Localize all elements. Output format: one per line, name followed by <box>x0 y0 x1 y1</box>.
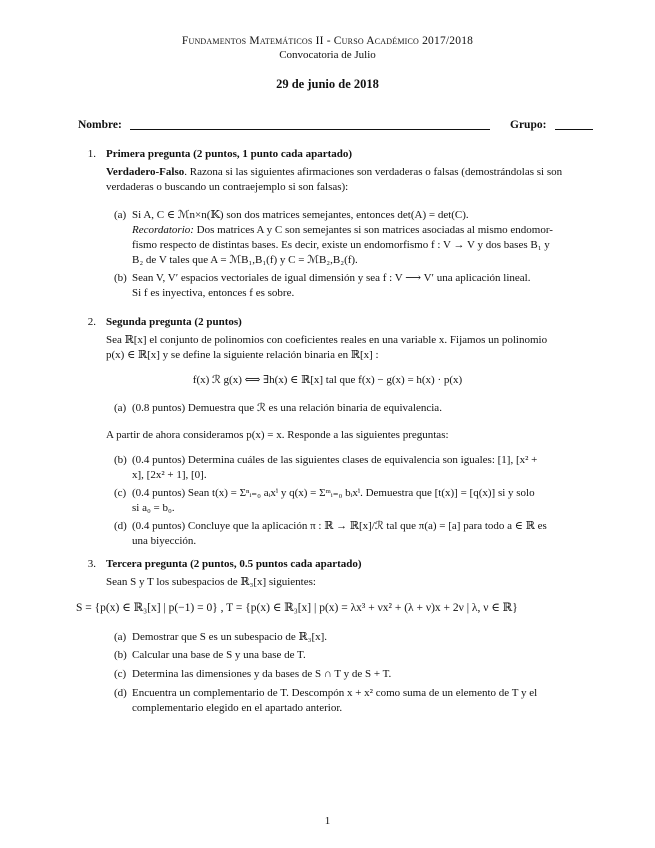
subitem-b-line1: (0.4 puntos) Determina cuáles de las siguientes clases de equivalencia son iguales: [1], [x² + <box>132 454 538 466</box>
subitem-b-line2: x], [2x² + 1], [0]. <box>132 469 207 481</box>
subitem-label: (b) <box>114 649 127 661</box>
subitem-a-line4: B₂ de V tales que A = ℳB₁,B₁(f) y C = ℳB₂,B₂(f). <box>132 254 358 266</box>
subitem-label: (a) <box>114 402 127 414</box>
subitem-c-line2: si a₀ = b₀. <box>132 502 175 514</box>
subitem-label: (d) <box>114 687 127 699</box>
question-title: Tercera pregunta (2 puntos, 0.5 puntos cada apartado) <box>106 558 362 570</box>
subitem-a-line3: fismo respecto de distintas bases. Es decir, existe un endomorfismo f : V → V y dos bases B₁ y <box>132 239 550 251</box>
question-title: Primera pregunta (2 puntos, 1 punto cada apartado) <box>106 148 353 160</box>
exam-header-subtitle: Convocatoria de Julio <box>279 49 376 61</box>
exam-header-title: Fundamentos Matemáticos II - Curso Académico 2017/2018 <box>181 35 474 47</box>
subitem-d-line1: Encuentra un complementario de T. Descompón x + x² como suma de un elemento de T y el <box>132 687 538 699</box>
subitem-d-line2: complementario elegido en el apartado anterior. <box>132 702 343 714</box>
subitem-a-text: Demostrar que S es un subespacio de ℝ₃[x]. <box>132 631 328 643</box>
subitem-a-line1: Si A, C ∈ ℳn×n(𝕂) son dos matrices semejantes, entonces det(A) = det(C). <box>132 209 469 221</box>
question-intro-line1: Sea ℝ[x] el conjunto de polinomios con coeficientes reales en una variable x. Fijamos un polinomio <box>106 334 548 346</box>
page-number: 1 <box>324 815 331 827</box>
question-intro: Sean S y T los subespacios de ℝ₃[x] siguientes: <box>106 576 316 588</box>
reminder-text: Dos matrices A y C son semejantes si son matrices asociadas al mismo endomor- <box>193 224 553 236</box>
subitem-d-line2: una biyección. <box>132 535 197 547</box>
question-intro <box>106 165 594 180</box>
subitem-label: (a) <box>114 631 127 643</box>
intro-bold: Verdadero-Falso <box>106 166 185 178</box>
subitem-a-line2 <box>132 223 594 238</box>
subitem-label: (c) <box>114 487 127 499</box>
subitem-label: (a) <box>114 209 127 221</box>
subitem-label: (b) <box>114 272 127 284</box>
question-intro-line2: verdaderas o buscando un contraejemplo si son falsas): <box>106 181 349 193</box>
subitem-label: (c) <box>114 668 127 680</box>
group-label: Grupo: <box>510 119 547 131</box>
relation-definition: f(x) ℛ g(x) ⟺ ∃h(x) ∈ ℝ[x] tal que f(x) − g(x) = h(x) · p(x) <box>192 374 463 386</box>
subitem-b-line2: Si f es inyectiva, entonces f es sobre. <box>132 287 295 299</box>
question-title: Segunda pregunta (2 puntos) <box>106 316 242 328</box>
question-number: 1. <box>87 148 96 160</box>
subitem-b-text: Calcular una base de S y una base de T. <box>132 649 306 661</box>
exam-date: 29 de junio de 2018 <box>276 77 379 91</box>
name-label: Nombre: <box>78 119 122 131</box>
question-number: 2. <box>87 316 96 328</box>
name-field[interactable] <box>130 117 490 130</box>
subitem-b-line1: Sean V, V′ espacios vectoriales de igual dimensión y sea f : V ⟶ V′ una aplicación lineal. <box>132 272 531 284</box>
subitem-c-text: Determina las dimensiones y da bases de S ∩ T y de S + T. <box>132 668 392 680</box>
subitem-label: (d) <box>114 520 127 532</box>
transition-text: A partir de ahora consideramos p(x) = x. Responde a las siguientes preguntas: <box>106 429 449 441</box>
group-field[interactable] <box>555 117 593 130</box>
subitem-d-line1: (0.4 puntos) Concluye que la aplicación π : ℝ → ℝ[x]/ℛ tal que π(a) = [a] para todo a ∈ ℝ es <box>132 520 547 532</box>
question-number: 3. <box>87 558 96 570</box>
subitem-a-text: (0.8 puntos) Demuestra que ℛ es una relación binaria de equivalencia. <box>132 402 442 414</box>
subspace-definitions: S = {p(x) ∈ ℝ₃[x] | p(−1) = 0} , T = {p(x) ∈ ℝ₃[x] | p(x) = λx³ + νx² + (λ + ν)x + 2ν | λ, ν ∈ ℝ} <box>76 602 518 614</box>
intro-text: . Razona si las siguientes afirmaciones son verdaderas o falsas (demostrándolas si son <box>184 166 563 178</box>
reminder-label: Recordatorio: <box>132 224 194 236</box>
subitem-c-line1: (0.4 puntos) Sean t(x) = Σⁿᵢ₌₀ aᵢxⁱ y q(x) = Σᵐᵢ₌₀ bᵢxⁱ. Demuestra que [t(x)] = [q(x)] si y solo <box>132 487 535 499</box>
subitem-label: (b) <box>114 454 127 466</box>
question-intro-line2: p(x) ∈ ℝ[x] y se define la siguiente relación binaria en ℝ[x] : <box>106 349 379 361</box>
